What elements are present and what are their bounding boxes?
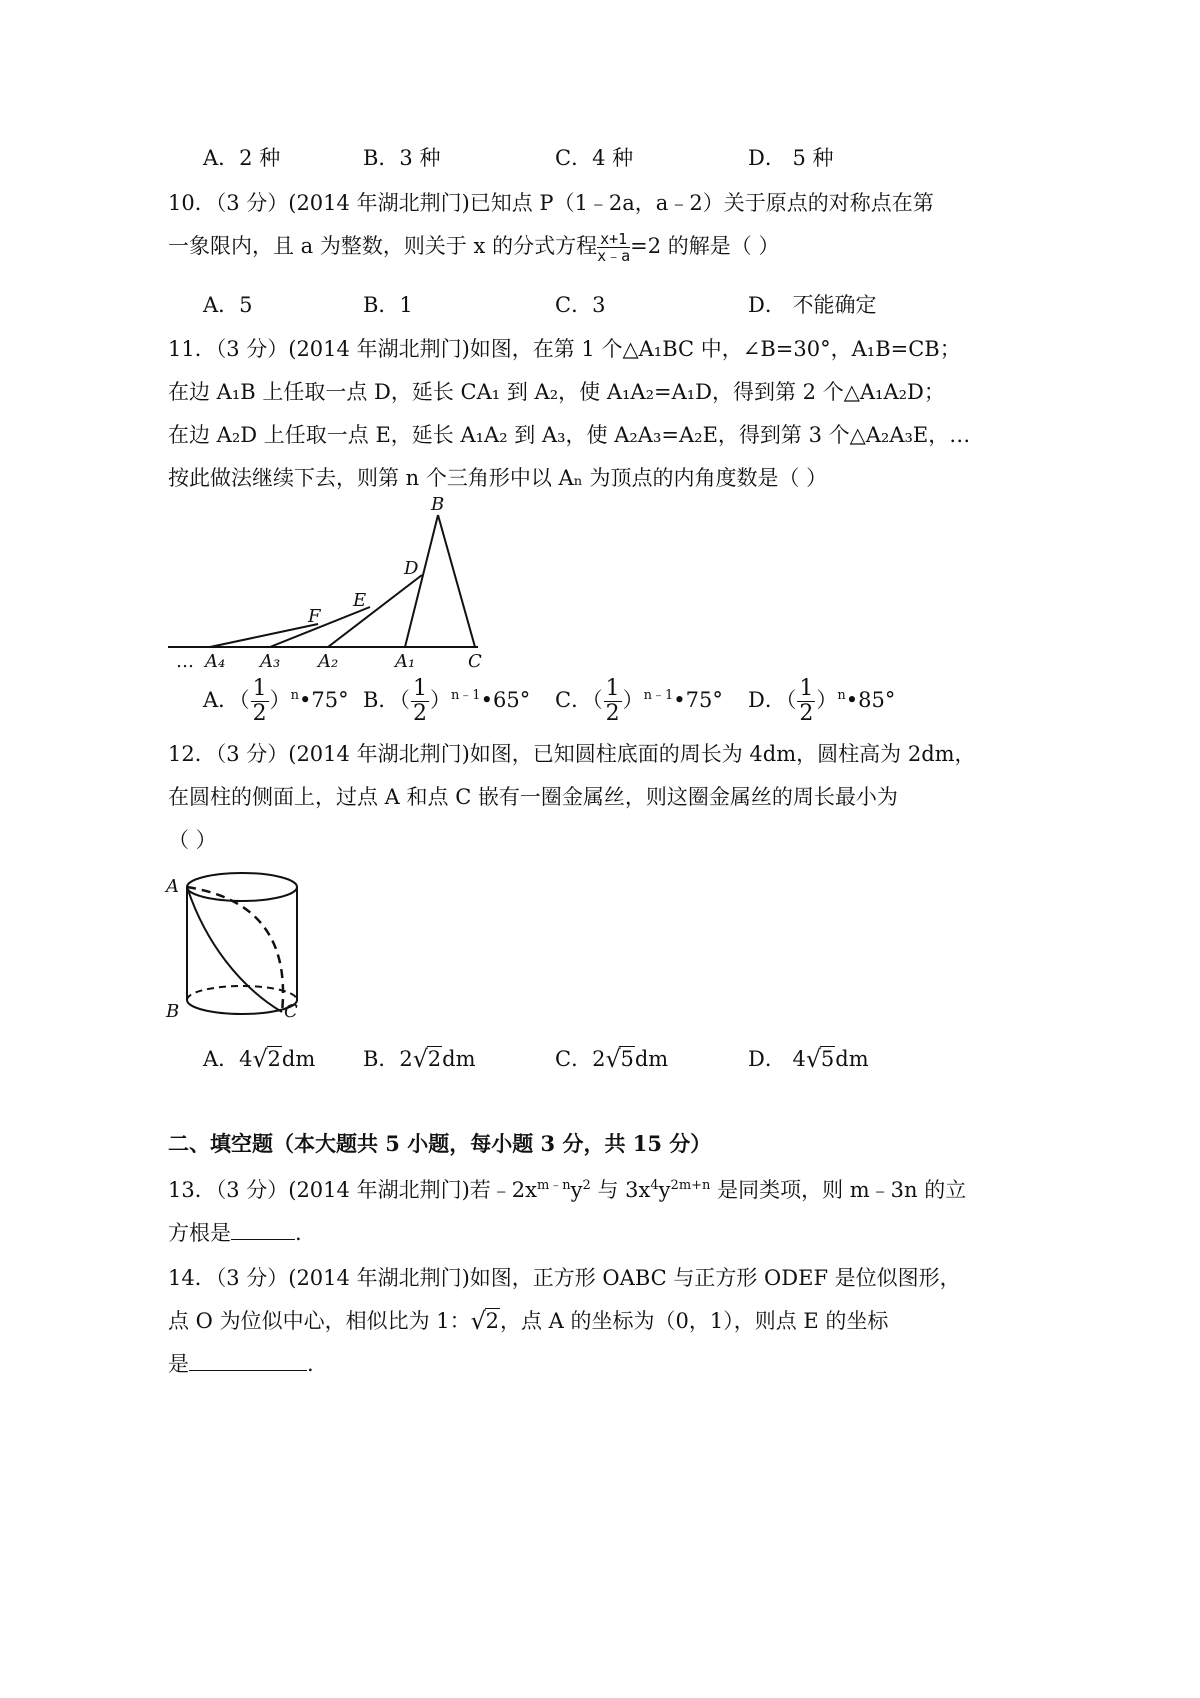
q11-option-d-fraction xyxy=(797,677,815,726)
q11-line3: 在边 A₂D 上任取一点 E，延长 A₁A₂ 到 A₃，使 A₂A₃=A₂E，得到第 3 个△A₂A₃E，… xyxy=(168,423,971,447)
q11-side-bc xyxy=(438,515,475,647)
q10-line1: 10．（3 分）(2014 年湖北荆门)已知点 P（1﹣2a，a﹣2）关于原点的对称点在第 xyxy=(168,191,934,215)
q12-option-d-unit: dm xyxy=(835,1047,869,1071)
q9-option-d: D． 5 种 xyxy=(748,146,834,170)
q12-option-c-coef: C．2 xyxy=(555,1047,606,1071)
q12-option-b xyxy=(363,1043,476,1073)
q10-option-c: C．3 xyxy=(555,293,606,317)
q13-mid-1: y xyxy=(570,1178,583,1202)
q11-option-a: A．（ $\frac{1}{2})^n•75^\circ$ xyxy=(203,676,349,726)
q11-option-b: B．（ $\frac{1}{2})^{n﹣1}•65^\circ$ xyxy=(363,676,531,726)
q11-option-b-fraction xyxy=(411,677,429,726)
q14-line2 xyxy=(168,1305,888,1335)
q11-option-a-fraction xyxy=(251,677,269,726)
q11-option-c: C．（ $\frac{1}{2})^{n﹣1}•75^\circ$ xyxy=(555,676,723,726)
q14-sqrt xyxy=(471,1309,500,1333)
q12-wire-front xyxy=(187,887,282,1012)
q9-option-b: B．3 种 xyxy=(363,146,441,170)
q11-triangle-figure xyxy=(160,492,500,674)
q11-option-d-tail: •85° xyxy=(845,688,896,712)
q11-line2: 在边 A₁B 上任取一点 D，延长 CA₁ 到 A₂，使 A₁A₂=A₁D，得到第 2 个△A₁A₂D； xyxy=(168,380,945,404)
q11-option-b-denominator: 2 xyxy=(412,701,427,726)
q10-fraction xyxy=(597,231,630,264)
q13-exp-1: m﹣n xyxy=(536,1178,571,1193)
q14-line2-end: ，点 A 的坐标为（0，1），则点 E 的坐标 xyxy=(499,1309,889,1333)
section-2-title: 二、填空题（本大题共 5 小题，每小题 3 分，共 15 分） xyxy=(168,1131,712,1156)
q13-start: 13．（3 分）(2014 年湖北荆门)若﹣2x xyxy=(168,1178,537,1202)
q11-option-a-denominator: 2 xyxy=(252,701,267,726)
q11-option-c-letter: C．（ xyxy=(555,688,603,712)
q10-line2 xyxy=(168,230,779,264)
q12-option-b-radicand: 2 xyxy=(427,1047,442,1071)
q11-option-d-exponent: n xyxy=(837,688,846,703)
q12-label-c: C xyxy=(284,1001,298,1022)
q11-option-a-exponent: n xyxy=(290,688,300,703)
q10-option-a: A．5 xyxy=(203,293,253,317)
q11-option-c-tail: •75° xyxy=(673,688,723,712)
q10-fraction-numerator: x+1 xyxy=(597,231,630,248)
q12-cylinder-figure xyxy=(160,862,320,1032)
q12-option-c-unit: dm xyxy=(634,1047,669,1071)
q12-wire-back xyxy=(187,887,283,1012)
q12-line2: 在圆柱的侧面上，过点 A 和点 C 嵌有一圈金属丝，则这圈金属丝的周长最小为 xyxy=(168,785,898,809)
q11-option-b-letter: B．（ xyxy=(363,688,410,712)
q11-segment-a4f xyxy=(210,624,318,647)
q14-answer-blank[interactable] xyxy=(189,1352,307,1371)
q12-bottom-back-arc xyxy=(187,986,297,1000)
q12-option-a-sqrt xyxy=(253,1047,282,1071)
q11-side-a1b xyxy=(405,515,438,647)
q11-label-b: B xyxy=(431,494,445,515)
q11-option-b-numerator: 1 xyxy=(412,676,427,701)
q13-answer-blank[interactable] xyxy=(231,1221,295,1240)
q11-option-c-exponent: n﹣1 xyxy=(643,688,674,703)
q12-option-d-coef: D． 4 xyxy=(748,1047,806,1071)
q11-label-a2: A₂ xyxy=(318,651,339,672)
q11-label-c: C xyxy=(468,651,482,672)
q11-label-d: D xyxy=(404,558,419,579)
q11-label-a3: A₃ xyxy=(260,651,281,672)
q12-option-b-sqrt xyxy=(413,1047,442,1071)
q13-exp-4: 2m+n xyxy=(670,1178,711,1193)
q13-mid-2: 与 3x xyxy=(590,1178,651,1202)
q11-label-dots: … xyxy=(176,651,194,672)
q11-option-d-letter: D．（ xyxy=(748,688,797,712)
q12-label-b: B xyxy=(166,1001,180,1022)
q14-line3-start: 是 xyxy=(168,1352,189,1376)
q13-mid-3: y xyxy=(658,1178,671,1202)
q11-label-e: E xyxy=(353,590,367,611)
q11-label-a1: A₁ xyxy=(395,651,416,672)
q13-exp-2: 2 xyxy=(582,1178,591,1193)
q11-label-a4: A₄ xyxy=(205,651,226,672)
q13-line1 xyxy=(168,1174,966,1204)
q10-option-d: D． 不能确定 xyxy=(748,293,877,317)
q13-line2-end: . xyxy=(295,1221,302,1245)
q12-line1: 12．（3 分）(2014 年湖北荆门)如图，已知圆柱底面的周长为 4dm，圆柱高为 2dm， xyxy=(168,742,976,766)
q9-option-a: A．2 种 xyxy=(203,146,281,170)
q12-option-a xyxy=(203,1043,315,1073)
q11-option-d-denominator: 2 xyxy=(799,701,814,726)
q13-line2-start: 方根是 xyxy=(168,1221,231,1245)
q14-line2-start: 点 O 为位似中心，相似比为 1： xyxy=(168,1309,471,1333)
q12-option-b-coef: B．2 xyxy=(363,1047,413,1071)
q14-line3 xyxy=(168,1348,314,1378)
q10-line2-start: 一象限内，且 a 为整数，则关于 x 的分式方程 xyxy=(168,234,598,258)
q12-option-a-radicand: 2 xyxy=(267,1047,281,1071)
q11-option-c-denominator: 2 xyxy=(605,701,620,726)
q12-label-a: A xyxy=(166,876,179,897)
q14-radicand: 2 xyxy=(485,1309,499,1333)
q11-option-d: D．（ $\frac{1}{2})^n•85^\circ$ xyxy=(748,676,896,726)
q13-exp-3: 4 xyxy=(650,1178,659,1193)
q14-line3-end: . xyxy=(307,1352,314,1376)
q13-tail: 是同类项，则 m﹣3n 的立 xyxy=(710,1178,967,1202)
q11-line1: 11．（3 分）(2014 年湖北荆门)如图，在第 1 个△A₁BC 中，∠B=30°，A₁B=CB； xyxy=(168,337,961,361)
q11-option-b-exponent: n﹣1 xyxy=(450,688,481,703)
q11-option-a-letter: A．（ xyxy=(203,688,250,712)
q11-option-c-fraction xyxy=(604,677,622,726)
q11-option-a-numerator: 1 xyxy=(252,676,267,701)
q10-option-b: B．1 xyxy=(363,293,413,317)
q12-option-d xyxy=(748,1043,869,1073)
q11-option-a-tail: •75° xyxy=(299,688,349,712)
q11-label-f: F xyxy=(308,606,321,627)
q12-line3: （ ） xyxy=(168,828,217,852)
q11-option-b-tail: •65° xyxy=(480,688,531,712)
q12-option-d-sqrt xyxy=(806,1047,835,1071)
q12-option-c-radicand: 5 xyxy=(620,1047,634,1071)
q12-option-a-coef: A．4 xyxy=(203,1047,253,1071)
q14-line1: 14．（3 分）(2014 年湖北荆门)如图，正方形 OABC 与正方形 ODEF 是位似图形， xyxy=(168,1266,961,1290)
q10-line2-end: =2 的解是（ ） xyxy=(630,234,780,258)
q12-option-c-sqrt xyxy=(605,1047,634,1071)
q12-top-ellipse xyxy=(187,873,297,901)
q12-option-c xyxy=(555,1043,668,1073)
q12-option-d-radicand: 5 xyxy=(820,1047,835,1071)
q11-option-c-numerator: 1 xyxy=(605,676,620,701)
q11-line4: 按此做法继续下去，则第 n 个三角形中以 Aₙ 为顶点的内角度数是（ ） xyxy=(168,466,828,490)
q12-option-b-unit: dm xyxy=(442,1047,476,1071)
q9-option-c: C．4 种 xyxy=(555,146,634,170)
q12-option-a-unit: dm xyxy=(281,1047,316,1071)
q10-fraction-denominator: x﹣a xyxy=(597,247,631,265)
q11-option-d-numerator: 1 xyxy=(799,676,814,701)
q13-line2 xyxy=(168,1217,302,1247)
